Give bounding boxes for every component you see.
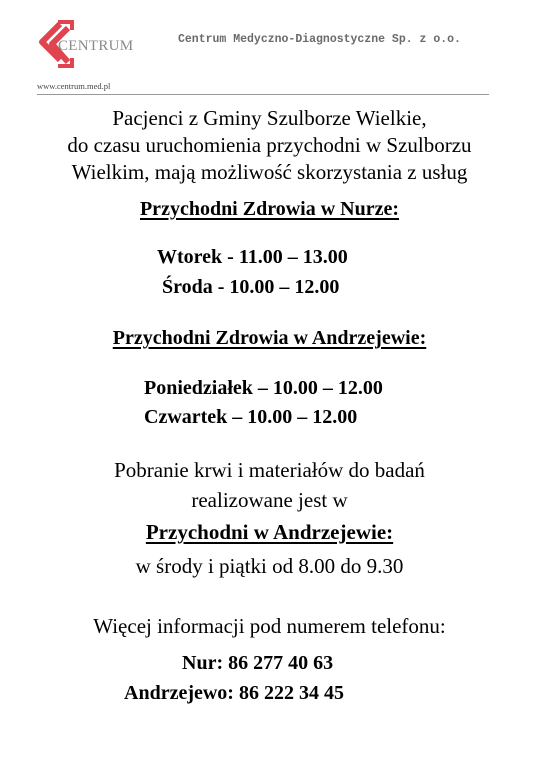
centrum-logo xyxy=(38,18,138,74)
website-url[interactable]: www.centrum.med.pl xyxy=(37,81,111,91)
nur-hours-1: Wtorek - 11.00 – 13.00 xyxy=(157,246,348,268)
logo-text: CENTRUM xyxy=(58,38,134,54)
intro-line-1: Pacjenci z Gminy Szulborze Wielkie, xyxy=(112,106,427,130)
contact-intro: Więcej informacji pod numerem telefonu: xyxy=(93,614,446,638)
nur-heading: Przychodni Zdrowia w Nurze: xyxy=(139,198,400,220)
company-name: Centrum Medyczno-Diagnostyczne Sp. z o.o. xyxy=(178,33,461,46)
andrzejewo-heading: Przychodni Zdrowia w Andrzejewie: xyxy=(112,327,427,349)
andrzejewo-hours-1: Poniedziałek – 10.00 – 12.00 xyxy=(144,377,383,399)
nur-hours-2: Środa - 10.00 – 12.00 xyxy=(162,276,340,298)
blood-line-2: realizowane jest w xyxy=(191,488,348,512)
blood-place: Przychodni w Andrzejewie: xyxy=(145,520,394,544)
phone-andrzejewo: Andrzejewo: 86 222 34 45 xyxy=(124,682,344,704)
intro-line-2: do czasu uruchomienia przychodni w Szulborzu xyxy=(67,133,472,157)
blood-line-1: Pobranie krwi i materiałów do badań xyxy=(114,458,425,482)
header-divider xyxy=(37,94,489,95)
andrzejewo-hours-2: Czwartek – 10.00 – 12.00 xyxy=(144,406,358,428)
intro-line-3: Wielkim, mają możliwość skorzystania z usług xyxy=(71,160,468,184)
phone-nur: Nur: 86 277 40 63 xyxy=(182,652,334,674)
blood-days: w środy i piątki od 8.00 do 9.30 xyxy=(135,554,404,578)
